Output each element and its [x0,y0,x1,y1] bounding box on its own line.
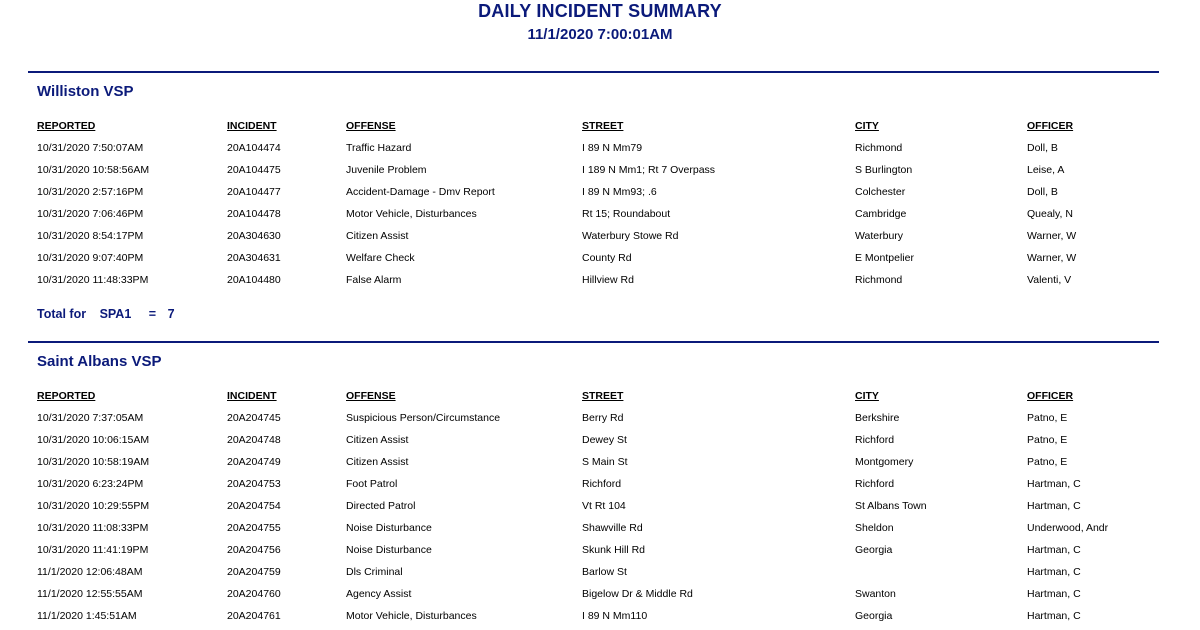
table-row [0,186,1200,204]
cell-officer: Hartman, C [1027,588,1081,600]
report-datetime: 11/1/2020 7:00:01AM [527,26,673,43]
col-incident: INCIDENT [227,390,277,402]
cell-incident: 20A204755 [227,522,281,534]
col-officer: OFFICER [1027,390,1074,402]
cell-officer: Hartman, C [1027,500,1081,512]
cell-incident: 20A104477 [227,186,281,198]
col-city: CITY [855,120,879,132]
table-row [0,566,1200,584]
cell-offense: Suspicious Person/Circumstance [346,412,501,424]
col-street: STREET [582,390,624,402]
col-street: STREET [582,120,624,132]
cell-officer: Patno, E [1027,456,1068,468]
cell-street: I 89 N Mm79 [582,142,643,154]
cell-offense: Noise Disturbance [346,522,432,534]
section-title: Saint Albans VSP [37,353,162,370]
cell-officer: Hartman, C [1027,544,1081,556]
cell-reported: 10/31/2020 7:37:05AM [37,412,144,424]
cell-street: I 189 N Mm1; Rt 7 Overpass [582,164,716,176]
table-row [0,500,1200,518]
table-row [0,412,1200,430]
cell-reported: 10/31/2020 10:58:56AM [37,164,150,176]
cell-city: Richford [855,434,895,446]
cell-street: Barlow St [582,566,627,578]
cell-street: Shawville Rd [582,522,643,534]
cell-reported: 11/1/2020 1:45:51AM [37,610,137,622]
cell-street: Skunk Hill Rd [582,544,646,556]
cell-officer: Warner, W [1027,230,1077,242]
cell-reported: 11/1/2020 12:55:55AM [37,588,143,600]
table-row [0,208,1200,226]
cell-offense: Motor Vehicle, Disturbances [346,610,477,622]
cell-officer: Doll, B [1027,186,1058,198]
col-reported: REPORTED [37,120,96,132]
cell-city: Georgia [855,610,893,622]
cell-offense: Citizen Assist [346,456,409,468]
cell-city: S Burlington [855,164,913,176]
table-row [0,478,1200,496]
cell-city: Richmond [855,274,903,286]
cell-offense: Motor Vehicle, Disturbances [346,208,477,220]
cell-officer: Hartman, C [1027,566,1081,578]
col-offense: OFFENSE [346,390,396,402]
cell-incident: 20A104474 [227,142,281,154]
cell-incident: 20A104480 [227,274,281,286]
table-row [0,142,1200,160]
cell-street: I 89 N Mm110 [582,610,648,622]
cell-city: Cambridge [855,208,907,220]
cell-street: Richford [582,478,622,490]
cell-reported: 10/31/2020 10:58:19AM [37,456,150,468]
cell-offense: Directed Patrol [346,500,416,512]
cell-street: Bigelow Dr & Middle Rd [582,588,693,600]
cell-officer: Valenti, V [1027,274,1072,286]
cell-officer: Patno, E [1027,412,1068,424]
cell-officer: Quealy, N [1027,208,1073,220]
cell-reported: 10/31/2020 2:57:16PM [37,186,144,198]
cell-incident: 20A204745 [227,412,281,424]
cell-street: Waterbury Stowe Rd [582,230,679,242]
cell-incident: 20A204759 [227,566,281,578]
cell-incident: 20A104475 [227,164,281,176]
table-row [0,588,1200,606]
cell-offense: Dls Criminal [346,566,403,578]
cell-reported: 10/31/2020 9:07:40PM [37,252,144,264]
cell-incident: 20A204754 [227,500,281,512]
cell-officer: Underwood, Andr [1027,522,1109,534]
section-title: Williston VSP [37,83,134,100]
cell-reported: 10/31/2020 6:23:24PM [37,478,144,490]
cell-incident: 20A204756 [227,544,281,556]
cell-incident: 20A104478 [227,208,281,220]
col-offense: OFFENSE [346,120,396,132]
col-officer: OFFICER [1027,120,1074,132]
cell-offense: Foot Patrol [346,478,398,490]
cell-officer: Patno, E [1027,434,1068,446]
cell-reported: 10/31/2020 7:06:46PM [37,208,144,220]
total-code: SPA1 [99,307,132,321]
cell-offense: Juvenile Problem [346,164,427,176]
cell-city: Sheldon [855,522,894,534]
cell-offense: Citizen Assist [346,230,409,242]
cell-reported: 10/31/2020 7:50:07AM [37,142,144,154]
table-row [0,230,1200,248]
table-row [0,456,1200,474]
col-reported: REPORTED [37,390,96,402]
cell-city: Waterbury [855,230,904,242]
cell-reported: 10/31/2020 8:54:17PM [37,230,144,242]
cell-officer: Warner, W [1027,252,1077,264]
total-count: 7 [167,307,175,321]
table-row [0,252,1200,270]
section-divider [28,71,1159,73]
section-divider [28,341,1159,343]
cell-officer: Hartman, C [1027,610,1081,622]
cell-street: County Rd [582,252,632,264]
table-row [0,274,1200,292]
cell-street: S Main St [582,456,628,468]
cell-offense: Noise Disturbance [346,544,432,556]
cell-city: Richmond [855,142,903,154]
cell-street: Hillview Rd [582,274,634,286]
cell-street: Dewey St [582,434,627,446]
cell-officer: Leise, A [1027,164,1065,176]
table-header [0,120,1200,138]
cell-incident: 20A204761 [227,610,281,622]
cell-reported: 11/1/2020 12:06:48AM [37,566,143,578]
table-row [0,522,1200,540]
col-city: CITY [855,390,879,402]
cell-reported: 10/31/2020 11:48:33PM [37,274,149,286]
table-row [0,164,1200,182]
table-header [0,390,1200,408]
cell-reported: 10/31/2020 11:41:19PM [37,544,149,556]
cell-street: Berry Rd [582,412,624,424]
cell-offense: Agency Assist [346,588,412,600]
cell-officer: Doll, B [1027,142,1058,154]
cell-street: Vt Rt 104 [582,500,626,512]
cell-incident: 20A204749 [227,456,281,468]
report-title: DAILY INCIDENT SUMMARY [478,1,722,21]
cell-reported: 10/31/2020 10:06:15AM [37,434,150,446]
cell-offense: Citizen Assist [346,434,409,446]
table-row [0,544,1200,562]
cell-offense: Accident-Damage - Dmv Report [346,186,495,198]
cell-street: Rt 15; Roundabout [582,208,671,220]
table-row [0,434,1200,452]
table-row [0,610,1200,628]
cell-incident: 20A204748 [227,434,281,446]
cell-city: St Albans Town [855,500,927,512]
cell-officer: Hartman, C [1027,478,1081,490]
cell-street: I 89 N Mm93; .6 [582,186,657,198]
cell-city: Richford [855,478,895,490]
cell-city: E Montpelier [855,252,914,264]
cell-offense: False Alarm [346,274,402,286]
cell-city: Colchester [855,186,906,198]
cell-city: Georgia [855,544,893,556]
cell-incident: 20A304630 [227,230,281,242]
cell-offense: Traffic Hazard [346,142,412,154]
cell-city: Swanton [855,588,896,600]
cell-offense: Welfare Check [346,252,415,264]
cell-incident: 20A204760 [227,588,281,600]
cell-incident: 20A204753 [227,478,281,490]
cell-reported: 10/31/2020 11:08:33PM [37,522,149,534]
cell-reported: 10/31/2020 10:29:55PM [37,500,150,512]
col-incident: INCIDENT [227,120,277,132]
total-label: Total for [37,307,87,321]
cell-city: Berkshire [855,412,900,424]
total-eq: = [148,307,157,321]
cell-incident: 20A304631 [227,252,281,264]
cell-city: Montgomery [855,456,914,468]
section-total [37,307,181,321]
